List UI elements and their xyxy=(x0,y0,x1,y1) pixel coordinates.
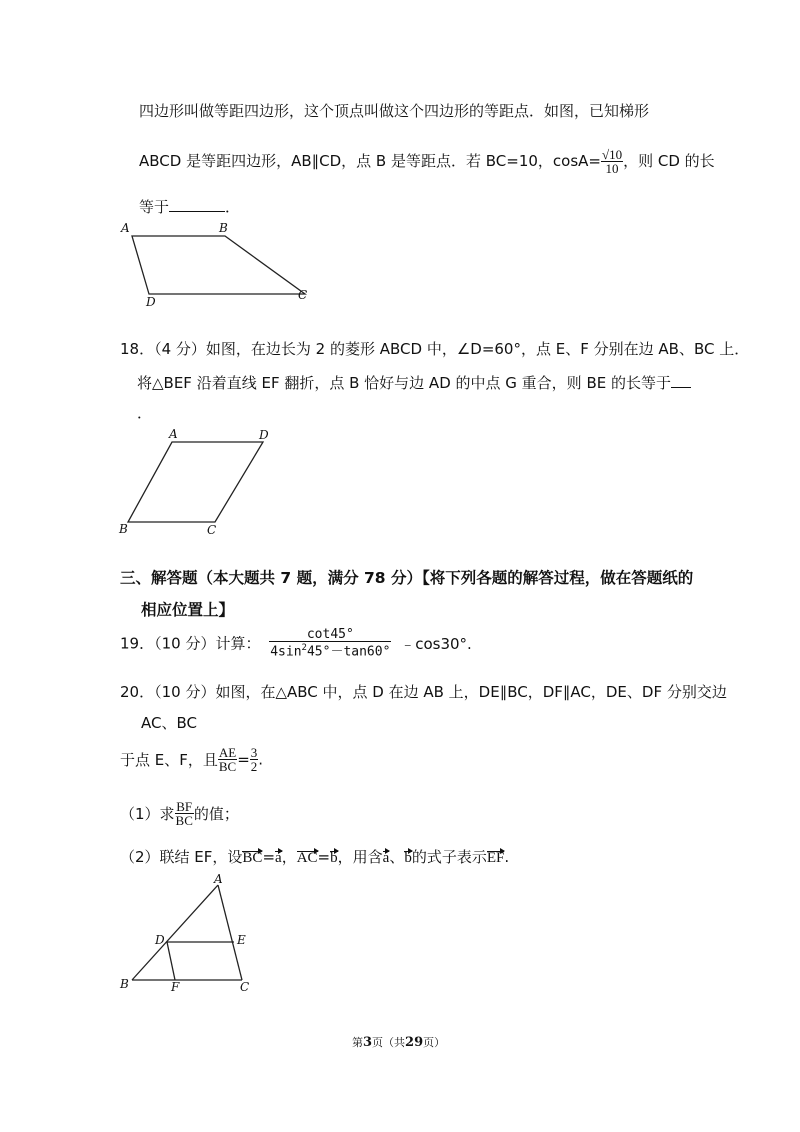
q20-triangle-figure xyxy=(115,870,265,1000)
label-e: E xyxy=(237,933,246,947)
equals-sign: = xyxy=(237,750,250,769)
frac-ae-bc xyxy=(218,746,237,773)
trapezoid-shape xyxy=(132,236,305,294)
label-d: D xyxy=(259,428,269,442)
q17-line2-tail: ，则 CD 的长 xyxy=(623,152,715,170)
label-f: F xyxy=(171,980,180,994)
label-b: B xyxy=(120,977,129,991)
label-a: A xyxy=(169,427,178,441)
footer-page-number: 3 xyxy=(363,1035,373,1050)
q19-suffix: ﹣cos30°. xyxy=(400,634,472,653)
section3-heading-line2: 相应位置上】 xyxy=(141,601,235,619)
q18-line3: ． xyxy=(137,404,153,422)
dun-sign: 、 xyxy=(389,848,405,866)
q20-line3-end: . xyxy=(258,750,264,769)
q20-part1-text: （1）求 xyxy=(120,805,175,823)
label-c: C xyxy=(298,288,308,302)
answer-blank-18 xyxy=(671,373,691,388)
q20-line3 xyxy=(120,746,263,773)
q20-part2-mid: ，用含 xyxy=(337,848,383,866)
eq-b: = xyxy=(317,848,331,866)
vector-ef: EF xyxy=(486,850,505,866)
vector-b-2: b xyxy=(404,850,412,866)
frac-ae-bc-den: BC xyxy=(218,759,237,774)
section3-heading-line1: 三、解答题（本大题共 7 题，满分 78 分）【将下列各题的解答过程，做在答题纸的 xyxy=(120,569,694,587)
q19-fraction xyxy=(269,628,391,658)
label-a: A xyxy=(121,221,130,235)
q19-numerator: cot45° xyxy=(269,628,391,642)
label-c: C xyxy=(207,523,217,537)
cos-numerator: √10 xyxy=(601,147,623,162)
label-b: B xyxy=(119,522,128,536)
vector-a-2: a xyxy=(382,850,390,866)
q17-trapezoid-figure xyxy=(115,218,325,308)
q17-line1: 四边形叫做等距四边形，这个顶点叫做这个四边形的等距点．如图，已知梯形 xyxy=(139,102,650,120)
q17-line3-text: 等于 xyxy=(139,198,170,216)
comma-1: ， xyxy=(281,848,297,866)
page-footer xyxy=(352,1034,445,1050)
q17-line3-end: ． xyxy=(225,198,241,216)
q18-line2-text: 将△BEF 沿着直线 EF 翻折，点 B 恰好与边 AD 的中点 G 重合，则 BE 的长等于 xyxy=(137,374,671,392)
q20-line1: 20．（10 分）如图，在△ABC 中，点 D 在边 AB 上，DE∥BC，DF∥AC，DE、DF 分别交边 xyxy=(120,683,727,701)
frac-ae-bc-num: AE xyxy=(218,745,237,760)
eq-a: = xyxy=(262,848,276,866)
segment-df xyxy=(167,942,175,980)
frac-3-2-num: 3 xyxy=(250,745,258,760)
q18-line2 xyxy=(137,372,691,393)
q19-denominator xyxy=(269,642,391,658)
frac-bf-bc-num: BF xyxy=(176,799,193,814)
q19-den-b: 45°－tan60° xyxy=(306,644,391,660)
q20-part2-mid2: 的式子表示 xyxy=(411,848,487,866)
q20-line3-text: 于点 E、F，且 xyxy=(120,751,218,769)
frac-bf-bc-den: BC xyxy=(175,813,193,828)
vector-a: a xyxy=(275,850,282,866)
q20-part1 xyxy=(120,800,239,827)
label-d: D xyxy=(146,295,156,308)
cos-fraction xyxy=(601,148,623,175)
vector-ac: AC xyxy=(296,850,318,866)
label-c: C xyxy=(240,980,250,994)
label-b: B xyxy=(219,221,228,235)
cos-denominator: 10 xyxy=(605,161,619,176)
q18-rhombus-figure xyxy=(115,425,285,540)
q17-line2-text: ABCD 是等距四边形，AB∥CD，点 B 是等距点．若 BC=10，cosA= xyxy=(139,152,601,170)
q20-part2 xyxy=(120,846,509,867)
q19-den-a: 4sin xyxy=(270,644,302,660)
q19-prefix: 19．（10 分）计算： xyxy=(120,634,261,653)
frac-bf-bc xyxy=(175,800,194,827)
footer-post: 页） xyxy=(423,1036,446,1049)
q20-part2-end: . xyxy=(504,848,510,866)
q19-line xyxy=(120,628,472,658)
footer-pre: 第 xyxy=(352,1036,363,1049)
rhombus-shape xyxy=(128,442,263,522)
q20-line2: AC、BC xyxy=(141,714,197,732)
vector-bc: BC xyxy=(242,850,263,866)
frac-3-2-den: 2 xyxy=(250,759,258,774)
q19-den-sup: 2 xyxy=(301,643,307,653)
q17-line3 xyxy=(139,196,240,217)
label-a: A xyxy=(214,872,223,886)
q20-part1-tail: 的值； xyxy=(193,805,239,823)
side-ab xyxy=(132,885,218,980)
footer-mid: 页（共 xyxy=(372,1036,406,1049)
q17-line2 xyxy=(139,148,715,175)
vector-b: b xyxy=(330,850,338,866)
footer-total-pages: 29 xyxy=(405,1035,424,1050)
q18-line1: 18．（4 分）如图，在边长为 2 的菱形 ABCD 中，∠D=60°，点 E、F 分别在边 AB、BC 上． xyxy=(120,340,750,358)
label-d: D xyxy=(155,933,165,947)
q20-part2-text: （2）联结 EF，设 xyxy=(120,848,243,866)
answer-blank-17 xyxy=(169,197,225,212)
